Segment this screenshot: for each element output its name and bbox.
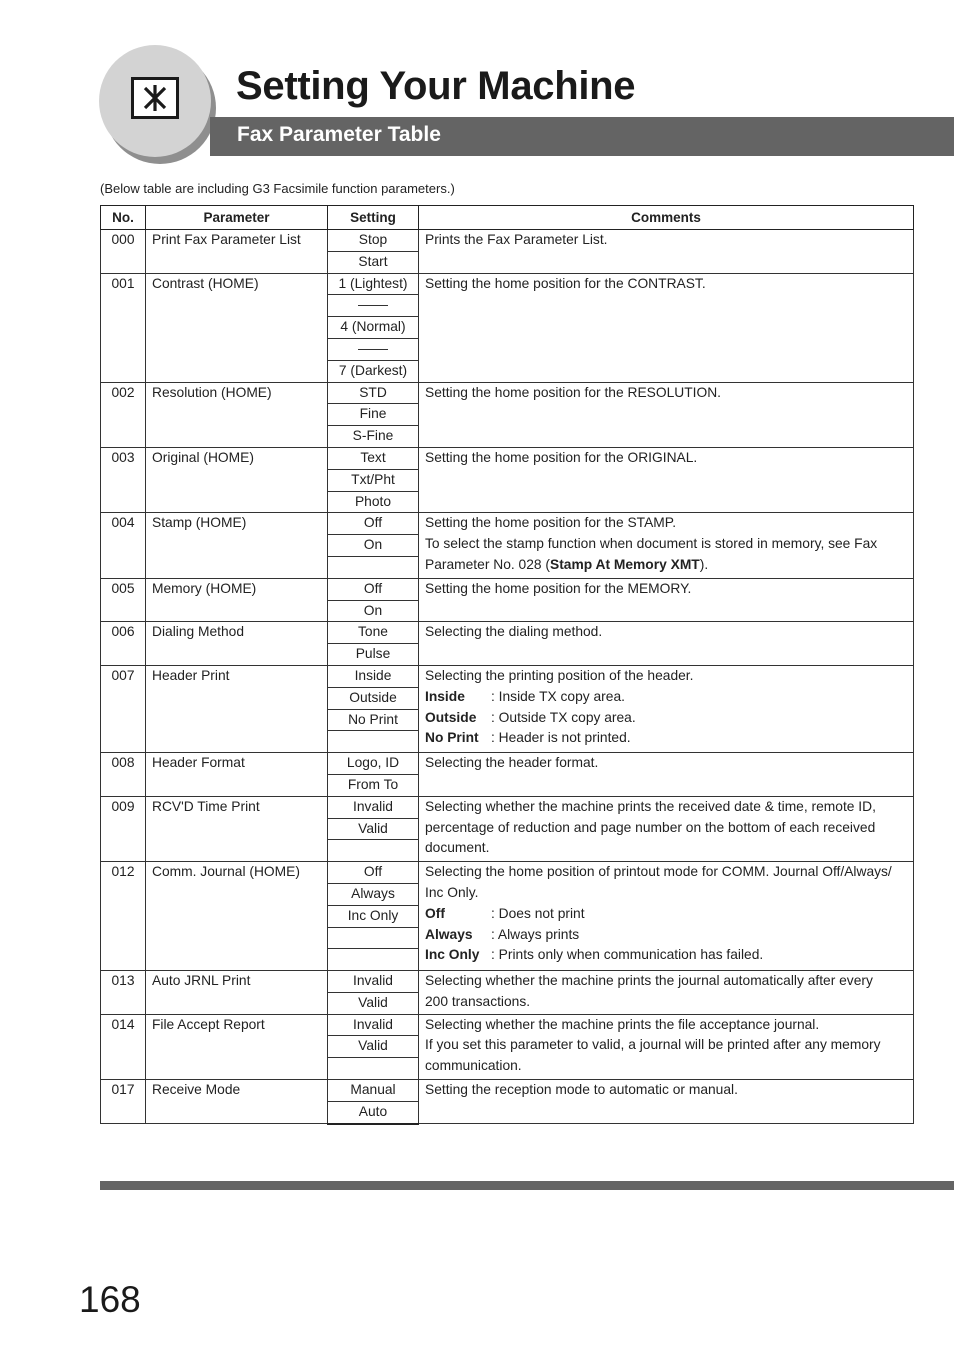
param-comment: [419, 971, 914, 1015]
comment-key: Outside: [425, 709, 477, 725]
comment-text: : Inside TX copy area.: [491, 688, 625, 704]
comment-line: Prints the Fax Parameter List.: [425, 232, 608, 247]
setting-option: Tone: [328, 622, 419, 644]
table-row: [101, 230, 914, 252]
table-row: [101, 447, 914, 469]
param-name: Stamp (HOME): [146, 513, 328, 578]
comment-line: [425, 904, 907, 925]
setting-option: No Print: [328, 709, 419, 731]
setting-option: 4 (Normal): [328, 317, 419, 339]
setting-option: Pulse: [328, 644, 419, 666]
dash-separator: [358, 349, 388, 350]
param-number: 002: [101, 382, 146, 447]
param-comment: [419, 230, 914, 274]
setting-range-dash: [328, 295, 419, 317]
comment-line: To select the stamp function when document is stored in memory, see Fax: [425, 536, 878, 552]
comment-key: No Print: [425, 730, 479, 746]
param-number: 006: [101, 622, 146, 666]
setting-option: 1 (Lightest): [328, 273, 419, 295]
setting-option: Always: [328, 883, 419, 905]
param-comment: [419, 753, 914, 797]
setting-empty: [328, 556, 419, 578]
param-comment: [419, 447, 914, 512]
comment-line: Setting the home position for the RESOLUTION.: [425, 384, 722, 400]
comment-line: [425, 708, 907, 729]
param-number: 017: [101, 1080, 146, 1124]
setting-option: Inside: [328, 665, 419, 687]
setting-empty: [328, 840, 419, 862]
table-row: [101, 862, 914, 884]
param-name: Resolution (HOME): [146, 382, 328, 447]
param-name: Header Format: [146, 753, 328, 797]
comment-line: Setting the home position for the MEMORY.: [425, 580, 692, 596]
param-number: 008: [101, 753, 146, 797]
param-name: Header Print: [146, 665, 328, 752]
comment-key: Off: [425, 905, 445, 921]
setting-option: Valid: [328, 818, 419, 840]
param-number: 001: [101, 273, 146, 382]
param-comment: [419, 862, 914, 971]
comment-line: [425, 687, 907, 708]
section-title: Fax Parameter Table: [237, 123, 441, 146]
setting-option: Valid: [328, 1036, 419, 1058]
setting-option: Valid: [328, 992, 419, 1014]
setting-option: Photo: [328, 491, 419, 513]
param-number: 000: [101, 230, 146, 274]
param-comment: [419, 622, 914, 666]
param-comment: [419, 796, 914, 861]
param-comment: [419, 382, 914, 447]
comment-line: Setting the home position for the STAMP.: [425, 515, 677, 531]
setting-option: Txt/Pht: [328, 469, 419, 491]
comment-line: document.: [425, 840, 490, 856]
param-number: 004: [101, 513, 146, 578]
param-name: Memory (HOME): [146, 578, 328, 622]
comment-text: : Always prints: [491, 926, 580, 942]
param-number: 012: [101, 862, 146, 971]
setting-option: Stop: [328, 230, 419, 252]
param-number: 013: [101, 971, 146, 1015]
setting-option: Text: [328, 447, 419, 469]
param-number: 003: [101, 447, 146, 512]
param-comment: [419, 1014, 914, 1079]
comment-line: Selecting the printing position of the header.: [425, 667, 694, 683]
param-name: Dialing Method: [146, 622, 328, 666]
comment-line: Selecting whether the machine prints the received date & time, remote ID,: [425, 798, 876, 814]
comment-line: Selecting the home position of printout mode for COMM. Journal Off/Always/: [425, 864, 892, 880]
setting-option: On: [328, 600, 419, 622]
setting-option: Off: [328, 578, 419, 600]
setting-option: Logo, ID: [328, 753, 419, 775]
comment-key: Always: [425, 926, 473, 942]
setting-option: Invalid: [328, 1014, 419, 1036]
page-title: Setting Your Machine: [236, 64, 636, 108]
setting-option: Off: [328, 862, 419, 884]
page-number: 168: [79, 1279, 141, 1320]
comment-line: Selecting whether the machine prints the journal automatically after every: [425, 973, 873, 989]
dash-separator: [358, 305, 388, 306]
comment-line: If you set this parameter to valid, a journal will be printed after any memory: [425, 1037, 881, 1053]
setting-option: Inc Only: [328, 905, 419, 927]
setting-option: STD: [328, 382, 419, 404]
param-comment: [419, 513, 914, 578]
setting-empty: [328, 927, 419, 949]
table-note: (Below table are including G3 Facsimile function parameters.): [100, 181, 455, 196]
param-name: RCV'D Time Print: [146, 796, 328, 861]
param-number: 014: [101, 1014, 146, 1079]
param-name: Print Fax Parameter List: [146, 230, 328, 274]
param-comment: [419, 578, 914, 622]
setting-empty: [328, 949, 419, 971]
comment-line: Selecting the dialing method.: [425, 624, 603, 640]
setting-option: Start: [328, 251, 419, 273]
setting-option: Off: [328, 513, 419, 535]
comment-text: : Does not print: [491, 905, 585, 921]
param-name: Original (HOME): [146, 447, 328, 512]
comment-text: Parameter No. 028 (: [425, 556, 550, 572]
setting-option: S-Fine: [328, 426, 419, 448]
column-header-no: No.: [101, 206, 146, 230]
comment-line: Setting the home position for the CONTRAST.: [425, 275, 706, 291]
comment-key: Inside: [425, 688, 465, 704]
comment-line: communication.: [425, 1058, 522, 1074]
table-row: [101, 665, 914, 687]
setting-empty: [328, 731, 419, 753]
setting-empty: [328, 1058, 419, 1080]
table-header-row: [101, 206, 914, 230]
table-row: [101, 1080, 914, 1102]
table-row: [101, 382, 914, 404]
param-name: Receive Mode: [146, 1080, 328, 1124]
table-row: [101, 513, 914, 535]
comment-text: ).: [699, 556, 709, 572]
setting-option: 7 (Darkest): [328, 360, 419, 382]
comment-line: percentage of reduction and page number on the bottom of each received: [425, 819, 876, 835]
param-name: File Accept Report: [146, 1014, 328, 1079]
footer-rule: [100, 1181, 954, 1190]
comment-line: Selecting the header format.: [425, 755, 599, 771]
column-header-comments: Comments: [419, 206, 914, 230]
table-row: [101, 273, 914, 295]
table-row: [101, 622, 914, 644]
comment-line: Selecting whether the machine prints the file acceptance journal.: [425, 1016, 820, 1032]
param-comment: [419, 1080, 914, 1124]
comment-line: [425, 945, 907, 966]
setting-option: Auto: [328, 1101, 419, 1123]
column-header-parameter: Parameter: [146, 206, 328, 230]
comment-line: Setting the reception mode to automatic or manual.: [425, 1082, 738, 1098]
setting-range-dash: [328, 338, 419, 360]
param-comment: [419, 665, 914, 752]
setting-option: Invalid: [328, 796, 419, 818]
comment-text: : Outside TX copy area.: [491, 709, 636, 725]
param-comment: [419, 273, 914, 382]
comment-key: Inc Only: [425, 947, 480, 963]
table-row: [101, 753, 914, 775]
comment-line: [425, 925, 907, 946]
comment-line: [425, 728, 907, 749]
comment-line: Inc Only.: [425, 884, 479, 900]
setting-option: Invalid: [328, 971, 419, 993]
param-number: 007: [101, 665, 146, 752]
comment-line: Setting the home position for the ORIGINAL.: [425, 449, 698, 465]
column-header-setting: Setting: [328, 206, 419, 230]
param-name: Comm. Journal (HOME): [146, 862, 328, 971]
setting-option: Manual: [328, 1080, 419, 1102]
setting-option: Outside: [328, 687, 419, 709]
param-name: Auto JRNL Print: [146, 971, 328, 1015]
comment-line: [425, 555, 907, 576]
comment-line: 200 transactions.: [425, 993, 531, 1009]
param-number: 009: [101, 796, 146, 861]
setting-option: On: [328, 535, 419, 557]
table-row: [101, 796, 914, 818]
comment-text: : Header is not printed.: [491, 730, 631, 746]
table-row: [101, 578, 914, 600]
table-row: [101, 1014, 914, 1036]
fax-parameter-table: [100, 205, 914, 1125]
comment-emphasis: Stamp At Memory XMT: [550, 556, 700, 572]
table-row: [101, 971, 914, 993]
setting-option: From To: [328, 774, 419, 796]
param-number: 005: [101, 578, 146, 622]
fax-machine-asterisk-icon: [131, 77, 179, 119]
param-name: Contrast (HOME): [146, 273, 328, 382]
setting-option: Fine: [328, 404, 419, 426]
comment-text: : Prints only when communication has failed.: [491, 947, 764, 963]
